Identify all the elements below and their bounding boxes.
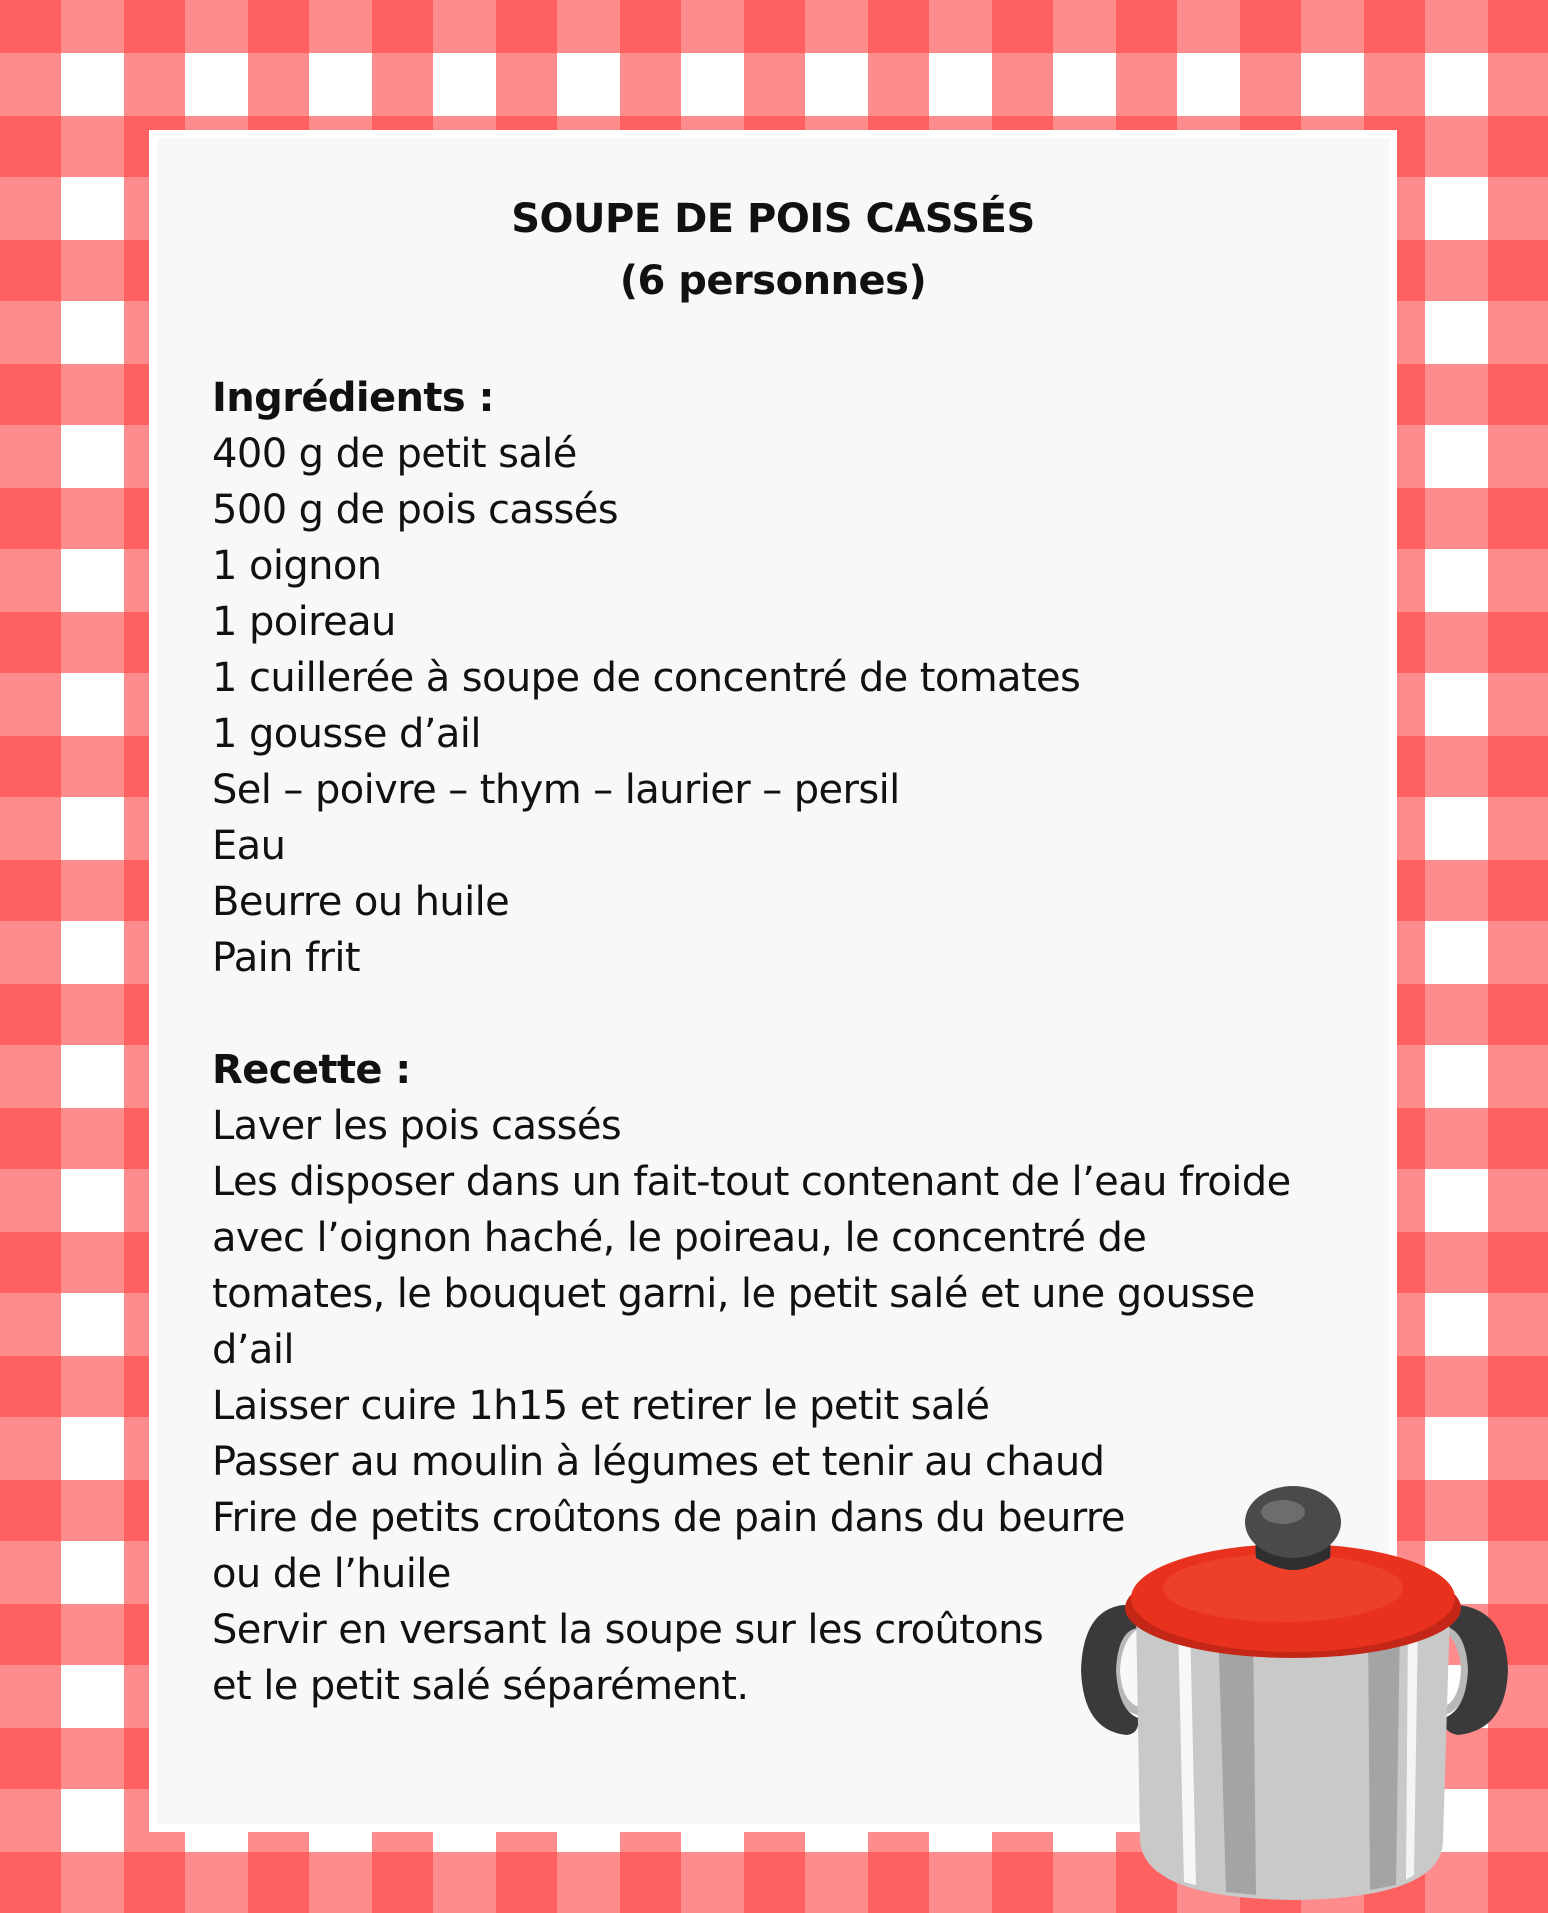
ingredient-item: Pain frit (212, 935, 360, 981)
recipe-title: SOUPE DE POIS CASSÉS (511, 196, 1035, 242)
recipe-step-line: d’ail (212, 1327, 294, 1373)
recipe-step-line: et le petit salé séparément. (212, 1663, 749, 1709)
recipe-step-line: tomates, le bouquet garni, le petit salé et une gousse (212, 1271, 1255, 1317)
recipe-step-line: avec l’oignon haché, le poireau, le concentré de (212, 1215, 1147, 1261)
ingredients-heading: Ingrédients : (212, 375, 494, 421)
recipe-step-line: Frire de petits croûtons de pain dans du beurre (212, 1495, 1125, 1541)
ingredient-item: Sel – poivre – thym – laurier – persil (212, 767, 900, 813)
recipe-subtitle: (6 personnes) (619, 258, 927, 304)
recipe-step-line: Laver les pois cassés (212, 1103, 622, 1149)
ingredient-item: 500 g de pois cassés (212, 487, 619, 533)
recipe-step-line: ou de l’huile (212, 1551, 451, 1597)
recipe-step-line: Laisser cuire 1h15 et retirer le petit salé (212, 1383, 990, 1429)
ingredient-item: 1 gousse d’ail (212, 711, 481, 757)
section-spacer (212, 986, 1342, 1042)
ingredient-item: 400 g de petit salé (212, 431, 577, 477)
ingredient-item: 1 poireau (212, 599, 396, 645)
recipe-title-block (157, 188, 1389, 312)
ingredient-item: Eau (212, 823, 286, 869)
ingredient-item: 1 oignon (212, 543, 382, 589)
recipe-step-line: Les disposer dans un fait-tout contenant de l’eau froide (212, 1159, 1291, 1205)
recipe-steps-heading: Recette : (212, 1047, 411, 1093)
ingredient-item: Beurre ou huile (212, 879, 510, 925)
ingredient-item: 1 cuillerée à soupe de concentré de tomates (212, 655, 1081, 701)
cooking-pot-icon (1078, 1480, 1513, 1905)
recipe-step-line: Servir en versant la soupe sur les croûtons (212, 1607, 1044, 1653)
recipe-step-line: Passer au moulin à légumes et tenir au chaud (212, 1439, 1105, 1485)
